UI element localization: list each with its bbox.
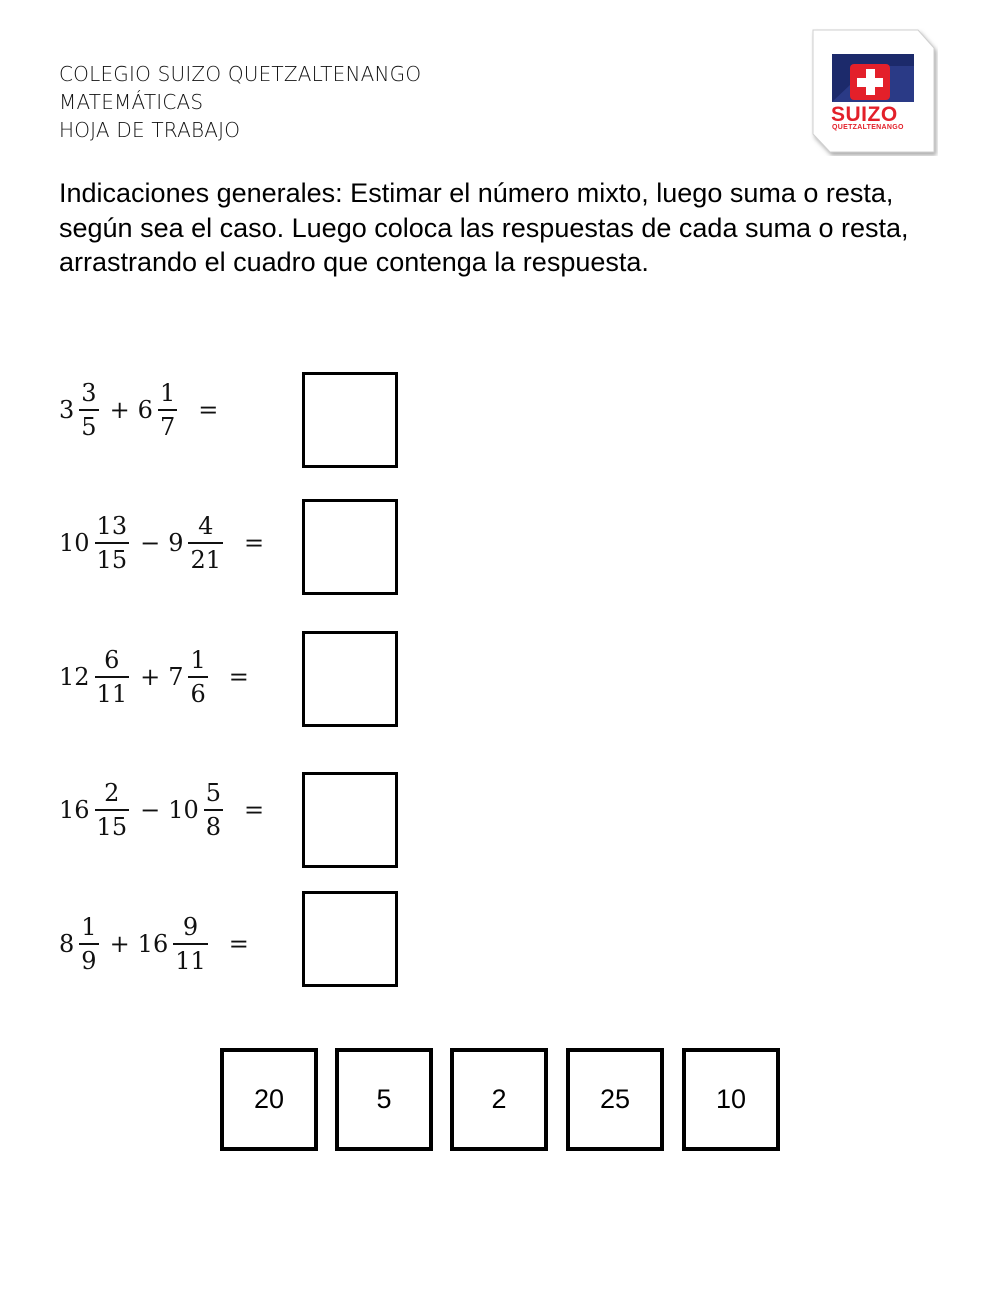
second-denominator: 6 bbox=[188, 676, 207, 706]
first-whole: 16 bbox=[59, 796, 90, 824]
sheet-title: HOJA DE TRABAJO bbox=[59, 118, 241, 142]
answer-option-2[interactable]: 2 bbox=[450, 1048, 548, 1151]
operator: − bbox=[140, 529, 161, 557]
operator: + bbox=[140, 663, 161, 691]
first-fraction bbox=[79, 381, 98, 439]
problem-4 bbox=[59, 781, 264, 839]
worksheet-header bbox=[59, 60, 421, 144]
first-whole: 12 bbox=[59, 663, 90, 691]
second-denominator: 8 bbox=[204, 809, 223, 839]
first-fraction bbox=[79, 915, 98, 973]
school-logo bbox=[810, 28, 938, 156]
equals-sign: = bbox=[228, 930, 249, 958]
second-numerator: 4 bbox=[198, 512, 214, 540]
second-denominator: 7 bbox=[158, 409, 177, 439]
second-whole: 7 bbox=[168, 663, 184, 691]
answer-drop-box-1[interactable] bbox=[302, 372, 398, 468]
answer-option-20[interactable]: 20 bbox=[220, 1048, 318, 1151]
first-whole: 10 bbox=[59, 529, 90, 557]
first-whole: 8 bbox=[59, 930, 75, 958]
second-whole: 6 bbox=[137, 396, 153, 424]
operator: − bbox=[140, 796, 161, 824]
first-numerator: 13 bbox=[96, 512, 128, 540]
problem-2 bbox=[59, 514, 264, 572]
first-fraction bbox=[95, 514, 130, 572]
equals-sign: = bbox=[244, 529, 265, 557]
second-denominator: 11 bbox=[173, 943, 208, 973]
answer-option-10[interactable]: 10 bbox=[682, 1048, 780, 1151]
answer-option-5[interactable]: 5 bbox=[335, 1048, 433, 1151]
second-whole: 9 bbox=[168, 529, 184, 557]
second-numerator: 1 bbox=[159, 379, 176, 407]
problem-1 bbox=[59, 381, 218, 439]
equals-sign: = bbox=[228, 663, 249, 691]
logo-text: SUIZO bbox=[831, 103, 898, 126]
second-whole: 10 bbox=[168, 796, 199, 824]
first-denominator: 5 bbox=[79, 409, 98, 439]
school-logo-icon bbox=[810, 28, 938, 156]
first-numerator: 3 bbox=[81, 379, 97, 407]
school-name: COLEGIO SUIZO QUETZALTENANGO bbox=[59, 62, 422, 86]
equals-sign: = bbox=[198, 396, 219, 424]
second-whole: 16 bbox=[137, 930, 169, 958]
first-numerator: 2 bbox=[104, 779, 120, 807]
subject-name: MATEMÁTICAS bbox=[59, 90, 204, 114]
second-fraction bbox=[158, 381, 177, 439]
answer-option-25[interactable]: 25 bbox=[566, 1048, 664, 1151]
general-instructions: Indicaciones generales: Estimar el número mixto, luego suma o resta, según sea el caso. Luego coloca las respuestas de cada suma o resta, arrastrando el cuadro que contenga la respuesta. bbox=[59, 178, 909, 277]
problem-3 bbox=[59, 648, 249, 706]
first-whole: 3 bbox=[59, 396, 75, 424]
answer-drop-box-4[interactable] bbox=[302, 772, 398, 868]
answer-drop-box-2[interactable] bbox=[302, 499, 398, 595]
first-fraction bbox=[95, 648, 130, 706]
second-numerator: 1 bbox=[190, 646, 206, 674]
second-numerator: 9 bbox=[182, 913, 199, 941]
operator: + bbox=[109, 396, 130, 424]
answer-drop-box-3[interactable] bbox=[302, 631, 398, 727]
first-fraction bbox=[95, 781, 130, 839]
first-denominator: 15 bbox=[95, 809, 130, 839]
second-fraction bbox=[188, 514, 223, 572]
first-numerator: 1 bbox=[81, 913, 97, 941]
first-denominator: 15 bbox=[95, 542, 130, 572]
second-fraction bbox=[188, 648, 207, 706]
equals-sign: = bbox=[244, 796, 265, 824]
first-numerator: 6 bbox=[104, 646, 120, 674]
second-denominator: 21 bbox=[188, 542, 223, 572]
answer-drop-box-5[interactable] bbox=[302, 891, 398, 987]
first-denominator: 9 bbox=[79, 943, 98, 973]
second-fraction bbox=[204, 781, 223, 839]
logo-subtext: QUETZALTENANGO bbox=[832, 124, 904, 131]
problem-5 bbox=[59, 915, 249, 973]
operator: + bbox=[109, 930, 130, 958]
second-fraction bbox=[173, 915, 208, 973]
second-numerator: 5 bbox=[205, 779, 222, 807]
first-denominator: 11 bbox=[95, 676, 130, 706]
